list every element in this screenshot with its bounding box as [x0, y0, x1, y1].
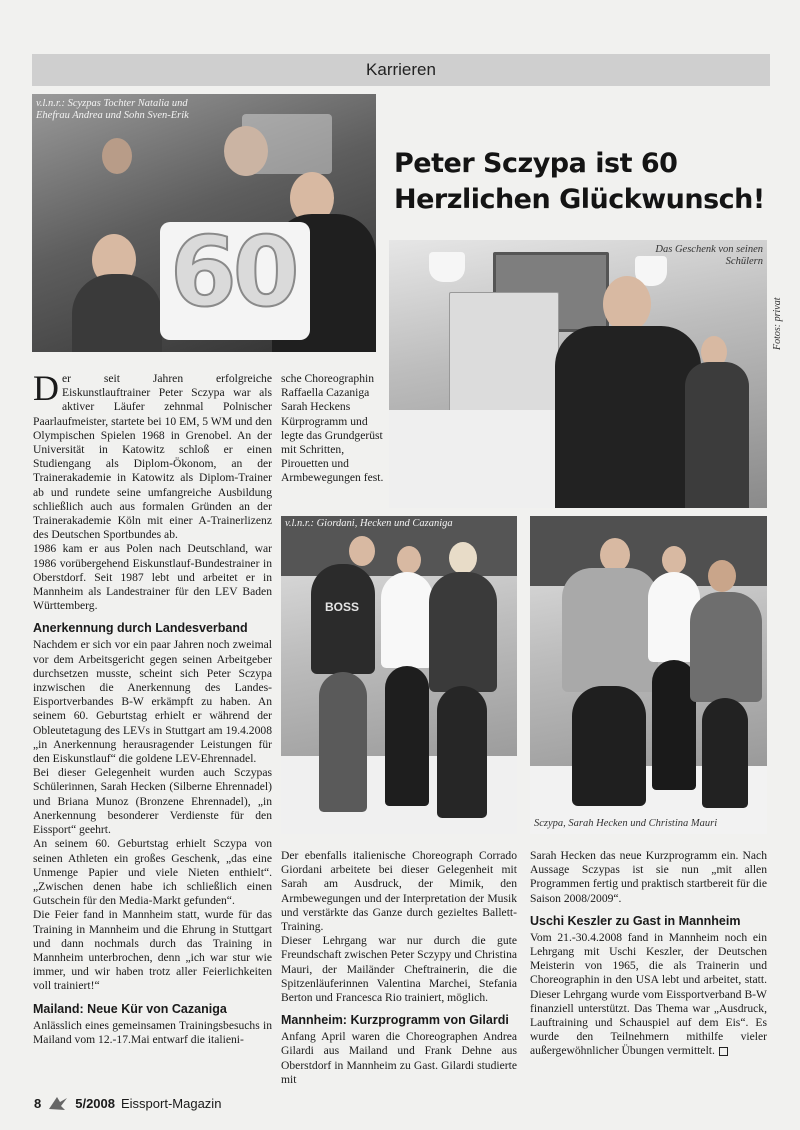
paragraph: Sarah Hecken das neue Kurzprogramm ein. Nach Aussage Sczypas ist sie nun „mit allen Programmen fertig und praktisch startbereit für die Saison 2008/2009“. [530, 849, 767, 905]
gift-photo [389, 240, 767, 508]
paragraph: 1986 kam er aus Polen nach Deutschland, war 1986 vorübergehend Eiskunstlauf-Bundestrainer in Oberstdorf. Seit 1987 lebt und arbeitet er in Mannheim als Landestrainer für den LEV Baden Württemberg. [33, 542, 272, 613]
article-column-1 [33, 368, 272, 1047]
paragraph: Bei dieser Gelegenheit wurden auch Sczypas Schülerinnen, Sarah Hecken (Silberne Ehrennadel) und Briana Munoz (Bronzene Ehrennadel), „in Anerkennung besonderer Verdienste für den Eissport“ geehrt. [33, 766, 272, 837]
page-number: 8 [34, 1095, 42, 1111]
paragraph: Der ebenfalls italienische Choreograph Corrado Giordani arbeitete bei dieser Gelegenheit mit Sarah am Ausdruck, der Mimik, den Armbewegungen und der Interpretation der Musik und verstärkte das Ganze durch gezieltes Ballett-Training. [281, 849, 517, 934]
issue-number: 5/2008 [75, 1095, 115, 1111]
paragraph: Nachdem er sich vor ein paar Jahren noch zweimal vor dem Arbeitsgericht gegen seinen Arbeitgeber durchsetzen musste, scheint sich Peter Sczypa inzwischen die Anerkennung des Landes-Eisportverbandes B-W erkämpft zu haben. An seinem 60. Geburtstag erhielt er während der Obleutetagung des LEVs in Stuttgart am 19.4.2008 „in Anerkennung herausragender Leistungen für den Eiskunstlauf“ die goldene LEV-Ehrennadel. [33, 638, 272, 766]
headline-line-2: Herzlichen Glückwunsch! [394, 184, 765, 215]
paragraph: An seinem 60. Geburtstag erhielt Sczypa von seinen Athleten ein großes Geschenk, „das eine Unmenge Papier und viele Nieten enthielt“. „Zwischen denen habe ich schließlich einen Gutschein für den Media-Markt gefunden“. [33, 837, 272, 908]
trio2-caption: Sczypa, Sarah Hecken und Christina Mauri [534, 818, 718, 829]
magazine-name: Eissport-Magazin [121, 1095, 222, 1111]
article-column-2 [281, 849, 517, 1087]
trio-caption: v.l.n.r.: Giordani, Hecken und Cazaniga [285, 518, 453, 529]
skater-logo-icon [47, 1094, 69, 1112]
paragraph: Anlässlich eines gemeinsamen Trainingsbesuchs in Mailand vom 12.-17.Mai entwarf die italieni- [33, 1018, 272, 1046]
ice-trio-photo-2 [530, 516, 767, 834]
shirt-text: BOSS [325, 600, 360, 614]
article-column-3 [530, 849, 767, 1059]
gift-caption: Das Geschenk von seinen Schülern [655, 244, 763, 267]
dropcap: D [33, 368, 59, 408]
subheading-uschi: Uschi Keszler zu Gast in Mannheim [530, 913, 741, 928]
headline-line-1: Peter Sczypa ist 60 [394, 148, 678, 179]
paragraph: sche Choreographin Raffaella Cazaniga Sarah Heckens Kürprogramm und legte das Grundgerüst mit Schritten, Pirouetten und Armbewegungen fest. [281, 372, 384, 485]
family-caption: v.l.n.r.: Scyzpas Tochter Natalia und Ehefrau Andrea und Sohn Sven-Erik [36, 98, 189, 121]
end-of-article-icon [719, 1047, 728, 1056]
paragraph: Anfang April waren die Choreographen Andrea Gilardi aus Mailand und Frank Dehne aus Oberstdorf in Mannheim zu Gast. Gilardi studierte mit [281, 1030, 517, 1086]
page-footer [34, 1092, 221, 1114]
skater-figure [311, 564, 375, 674]
photo-credit: Fotos: privat [772, 297, 783, 350]
ice-trio-photo-1 [281, 516, 517, 834]
subheading-anerkennung: Anerkennung durch Landesverband [33, 621, 248, 636]
article-column-2-top [281, 372, 384, 486]
intro-paragraph: er seit Jahren erfolgreiche Eiskunstlauftrainer Peter Sczypa war als aktiver Läufer zehnmal Polnischer Paarlaufmeister, startete bei 10 EM, 5 WM und den Olympischen Spielen 1968 in Grenobel. An der Universität in Katowitz schloß er einen Studiengang als Diplom-Ökonom, an der Trainerakademie in Katowitz als Diplom-Trainer ab und rundete seine umfangreiche Ausbildung schließlich auch aus formalen Gründen an der Trainerakademie Köln mit einer A-Trainerlizenz des Deutschen Sportbundes ab. [33, 372, 272, 542]
cake-number: 60 [170, 216, 296, 328]
family-photo [32, 94, 376, 352]
section-header [32, 54, 770, 86]
paragraph: Vom 21.-30.4.2008 fand in Mannheim noch ein Lehrgang mit Uschi Keszler, der Deutschen Meisterin von 1965, die als Trainerin und Choreographin in den USA lebt und arbeitet, statt. Dieser Lehrgang wurde vom Eissportverband B-W finanziell unterstützt. Das Thema war „Ausdruck, Lauftraining und Schauspiel auf dem Eis“. Es wurde den Teilnehmern mithilfe vieler außergewöhnlicher Übungen vermittelt. [530, 930, 767, 1058]
paragraph: Dieser Lehrgang war nur durch die gute Freundschaft zwischen Peter Sczypy und Christina Mauri, der Mailänder Cheftrainerin, die die Spitzenläuferinnen Valentina Marchei, Stefania Berton und Francesca Rio trainiert, möglich. [281, 934, 518, 1005]
paragraph: Die Feier fand in Mannheim statt, wurde für das Training in Mannheim und die Ehrung in Stuttgart und dann nochmals durch das Training in Mannheim unterbrochen, denn „ich war stur wie immer, und wir haben trotz aller Feierlichkeiten voll trainiert!“ [33, 908, 272, 993]
article-headline [394, 146, 774, 218]
subheading-mailand: Mailand: Neue Kür von Cazaniga [33, 1001, 227, 1016]
subheading-mannheim: Mannheim: Kurzprogramm von Gilardi [281, 1013, 509, 1028]
section-title: Karrieren [366, 60, 436, 79]
